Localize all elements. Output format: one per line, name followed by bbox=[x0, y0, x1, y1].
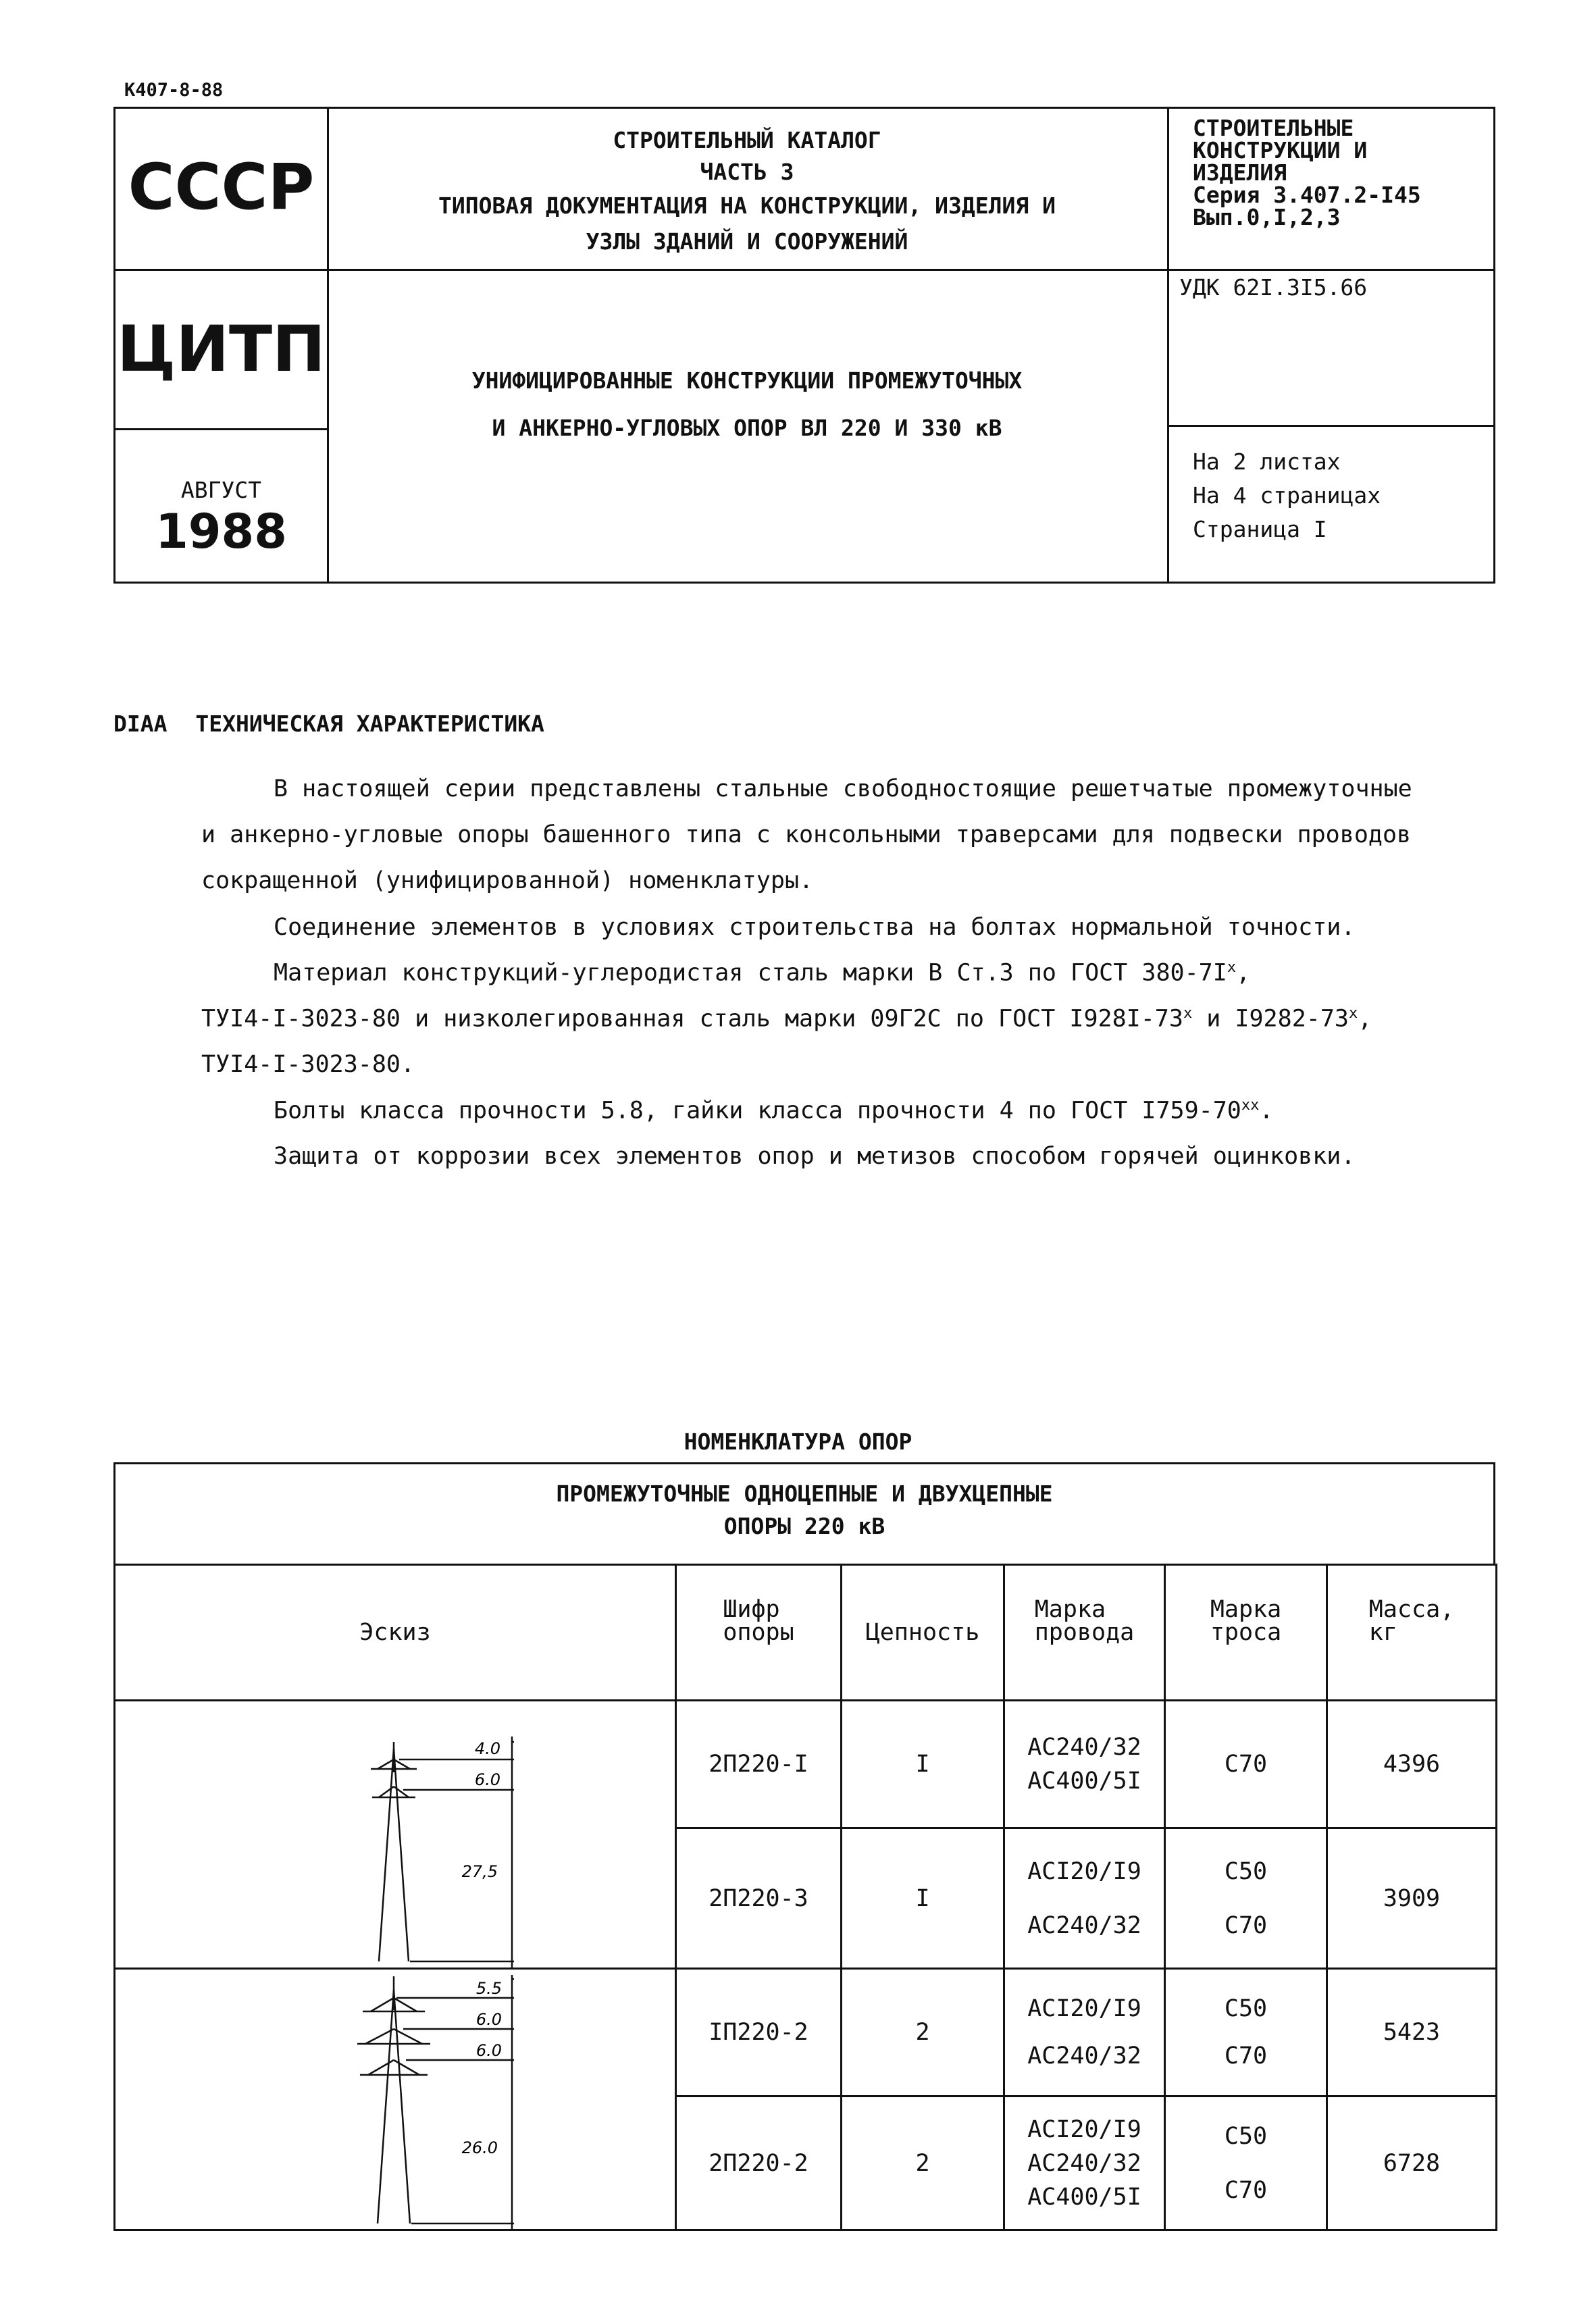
paragraph-line: ТУI4-I-3023-80. bbox=[201, 1051, 415, 1078]
dimension-label: 4.0 bbox=[474, 1739, 500, 1758]
table-row bbox=[115, 1701, 1497, 1828]
col-cable: Марка троса bbox=[1165, 1565, 1327, 1701]
cell-circuits: I bbox=[842, 1828, 1004, 1969]
paragraph-line: Защита от коррозии всех элементов опор и метизов способом горячей оцинковки. bbox=[274, 1143, 1356, 1170]
paragraph-line: Соединение элементов в условиях строительства на болтах нормальной точности. bbox=[274, 914, 1356, 941]
title-block bbox=[113, 107, 1495, 584]
paragraph-line: ТУI4-I-3023-80 и низколегированная сталь марки 09Г2С по ГОСТ $I928I-73^х$ и $I9282-73^х$, bbox=[201, 1005, 1372, 1033]
section-title: ТЕХНИЧЕСКАЯ ХАРАКТЕРИСТИКА bbox=[195, 711, 544, 737]
col-sketch: Эскиз bbox=[115, 1565, 676, 1701]
catalog-heading: СТРОИТЕЛЬНЫЙ КАТАЛОГ ЧАСТЬ 3 ТИПОВАЯ ДОКУМЕНТАЦИЯ НА КОНСТРУКЦИИ, ИЗДЕЛИЯ И УЗЛЫ ЗДАНИЙ И СООРУЖЕНИЙ bbox=[438, 127, 1056, 255]
cell-circuits: 2 bbox=[842, 1969, 1004, 2097]
nomenclature-subtitle: ПРОМЕЖУТОЧНЫЕ ОДНОЦЕПНЫЕ И ДВУХЦЕПНЫЕ ОПОРЫ 220 кВ bbox=[556, 1481, 1053, 1539]
document-code: К407-8-88 bbox=[124, 80, 224, 101]
org-citp: ЦИТП bbox=[117, 313, 326, 386]
cell-code: 2П220-I bbox=[676, 1701, 842, 1828]
org-ussr: СССР bbox=[128, 151, 315, 224]
year: 1988 bbox=[155, 504, 287, 559]
col-wire: Марка провода bbox=[1004, 1565, 1165, 1701]
cell-cables: С70 bbox=[1165, 1701, 1327, 1828]
section-code: DIAA bbox=[113, 711, 168, 737]
sketch-cell bbox=[115, 1969, 676, 2230]
tower-sketch-single-circuit bbox=[115, 1701, 677, 1968]
cell-cables: С50 С70 bbox=[1165, 1828, 1327, 1969]
paragraph-line: и анкерно-угловые опоры башенного типа с консольными траверсами для подвески проводов bbox=[201, 821, 1412, 848]
cell-wires: АСI20/I9 АС240/32 bbox=[1004, 1969, 1165, 2097]
col-mass: Масса, кг bbox=[1327, 1565, 1497, 1701]
table-row bbox=[115, 1969, 1497, 2097]
cell-cables: С50 С70 bbox=[1165, 2097, 1327, 2230]
cell-cables: С50 С70 bbox=[1165, 1969, 1327, 2097]
cell-wires: АСI20/I9 АС240/32 bbox=[1004, 1828, 1165, 1969]
sheet-info: На 2 листах На 4 страницах Страница I bbox=[1193, 448, 1381, 542]
cell-circuits: I bbox=[842, 1701, 1004, 1828]
cell-mass: 3909 bbox=[1327, 1828, 1497, 1969]
dimension-label: 5.5 bbox=[475, 1979, 502, 1998]
nomenclature-table bbox=[113, 1564, 1497, 2231]
table-header-row bbox=[115, 1565, 1497, 1701]
dimension-label: 6.0 bbox=[475, 2041, 502, 2060]
udk: УДК 62I.3I5.66 bbox=[1179, 274, 1368, 301]
section-heading bbox=[113, 711, 544, 737]
document-title: УНИФИЦИРОВАННЫЕ КОНСТРУКЦИИ ПРОМЕЖУТОЧНЫХ И АНКЕРНО-УГЛОВЫХ ОПОР ВЛ 220 И 330 кВ bbox=[471, 367, 1023, 441]
cell-code: IП220-2 bbox=[676, 1969, 842, 2097]
sketch-cell bbox=[115, 1701, 676, 1969]
tower-sketch-double-circuit bbox=[115, 1970, 677, 2229]
paragraph-line: Материал конструкций-углеродистая сталь марки В Ст.3 по ГОСТ $380-7I^х$, bbox=[274, 959, 1251, 987]
col-code: Шифр опоры bbox=[676, 1565, 842, 1701]
dimension-label: 26.0 bbox=[461, 2138, 498, 2157]
nomenclature-title: НОМЕНКЛАТУРА ОПОР bbox=[684, 1429, 912, 1455]
cell-wires: АС240/32 АС400/5I bbox=[1004, 1701, 1165, 1828]
col-circuits: Цепность bbox=[842, 1565, 1004, 1701]
paragraph-line: Болты класса прочности 5.8, гайки класса прочности 4 по ГОСТ $I759-70^{хх}$. bbox=[274, 1097, 1274, 1125]
cell-wires: АСI20/I9 АС240/32 АС400/5I bbox=[1004, 2097, 1165, 2230]
nomenclature-subtitle-box bbox=[113, 1462, 1495, 1564]
cell-mass: 6728 bbox=[1327, 2097, 1497, 2230]
cell-mass: 5423 bbox=[1327, 1969, 1497, 2097]
cell-code: 2П220-2 bbox=[676, 2097, 842, 2230]
dimension-label: 27,5 bbox=[461, 1862, 498, 1881]
month: АВГУСТ bbox=[180, 477, 262, 503]
dimension-label: 6.0 bbox=[474, 1770, 500, 1789]
cell-mass: 4396 bbox=[1327, 1701, 1497, 1828]
series-block: СТРОИТЕЛЬНЫЕ КОНСТРУКЦИИ И ИЗДЕЛИЯ Серия 3.407.2-I45 Вып.0,I,2,3 bbox=[1193, 115, 1421, 230]
paragraph-line: В настоящей серии представлены стальные свободностоящие решетчатые промежуточные bbox=[274, 775, 1412, 802]
paragraph-line: сокращенной (унифицированной) номенклатуры. bbox=[201, 867, 814, 894]
cell-circuits: 2 bbox=[842, 2097, 1004, 2230]
dimension-label: 6.0 bbox=[475, 2010, 502, 2029]
cell-code: 2П220-3 bbox=[676, 1828, 842, 1969]
